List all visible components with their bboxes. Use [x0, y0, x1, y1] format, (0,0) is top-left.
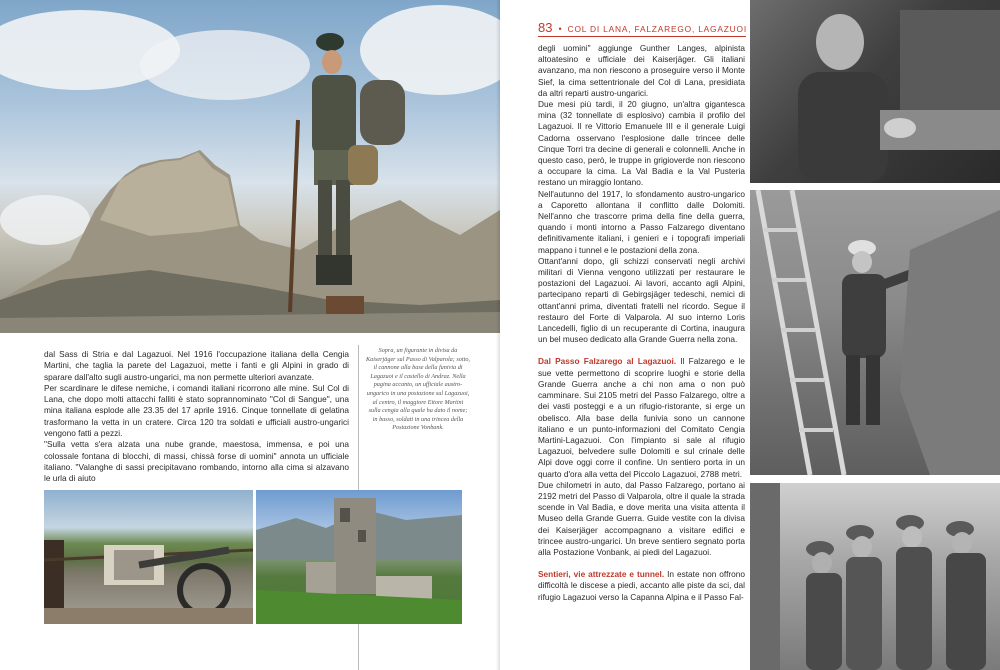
section-text: In estate non offrono difficoltà le discese a piedi, accanto alle piste da sci, dal rifugio Lagazuoi verso la Capanna Alpina e il Passo Fal- — [538, 569, 745, 602]
body-paragraph: Ottant'anni dopo, gli schizzi conservati negli archivi militari di Vienna vengono utilizzati per restaurare le postazioni del Lagazuoi. Ai lavori, accanto agli Alpini, partecipano reparti di Gebirgsjäger tedeschi, nemici di ottant'anni prima, diventati fratelli nel ricordo. Segue il restauro del Forte di Valparola. Al suo interno Loris Lancedelli, figlio di un recuperante di Cortina, inaugura un bel museo dedicato alla Grande Guerra nella zona. — [538, 255, 745, 345]
photo-soldier-reenactor — [0, 0, 500, 333]
body-paragraph: degli uomini" aggiunge Gunther Langes, alpinista altoatesino e ufficiale dei Kaiserjäger. Gli italiani avanzano, ma non riescono a proseguire verso il Monte Sief, la cima settentrionale del Col di Lana, presidiata da altri reparti austro-ungarici. — [538, 43, 745, 98]
photo-cannon — [44, 490, 253, 624]
body-paragraph: "Sulla vetta s'era alzata una nube grande, maestosa, immensa, e poi una colossale fontana di blocchi, di massi, chissà forse di uomini" annota un ufficiale italiano. "Valanghe di sassi precipitavano rombando, intorno alla cima si alzavano le urla di aiuto — [44, 439, 349, 484]
photo-major-on-ladder — [750, 190, 1000, 475]
right-page — [500, 0, 1000, 670]
photo-caption: Sopra, un figurante in divisa da Kaiserjäger sul Passo di Valparola; sotto, il cannone alla base della funivia di Lagazuoi e il castello di Andraz. Nella pagina accanto, un ufficiale austro-ungarico in una postazione sul Lagazuoi, al centro, il maggiore Ettore Martini sulla cengia alla quale ha dato il nome; in basso, soldati in una trincea della Postazione Vonbank. — [366, 347, 470, 432]
header-bullet: • — [558, 24, 562, 34]
body-paragraph: dal Sass di Stria e dal Lagazuoi. Nel 1916 l'occupazione italiana della Cengia Martini, che taglia la parete del Lagazuoi, mette i fanti e gli Alpini in grado di sparare dall'alto sugli austro-ungarici, ma non permette ulteriori avanzate. — [44, 349, 349, 382]
body-paragraph: Due chilometri in auto, dal Passo Falzarego, portano ai 2192 metri del Passo di Valparola, oltre il quale la strada scende in Val Badia, e dove merita una visita attenta il Museo della Grande Guerra. Guide vestite con la divisa dei Kaiserjäger accompagnano a visitare edifici e trincee austro-ungarici. Un breve sentiero segnato porta alla Postazione Vonbank, ai piedi del Lagazuoi. — [538, 479, 745, 557]
page-number: 83 — [538, 20, 553, 35]
section-title: Dal Passo Falzarego al Lagazuoi. — [538, 356, 677, 367]
photo-soldiers-trench — [750, 483, 1000, 670]
section-paragraph — [538, 569, 745, 603]
left-body-text — [44, 349, 349, 485]
right-body-text — [538, 43, 745, 603]
mountain-landscape — [0, 0, 500, 333]
section-text: Il Falzarego e le sue vette permettono di scoprire luoghi e storie della Grande Guerra anche a chi non ama o non può camminare. Sui 2105 metri del Passo Falzarego, oltre a dei vasti posteggi e a un rifugio-ristorante, si erge un obelisco. Alla base della funivia sono un cannone italiano e un punto-informazioni del Comitato Cengia Martini-Lagazuoi. Con l'impianto si sale al rifugio Lagazuoi, belvedere sulle Dolomiti e sul crinale delle Alpi dove oggi corre il confine. Un sentiero porta in un quarto d'ora alla vetta del Piccolo Lagazuoi, 2788 metri. — [538, 356, 745, 479]
photo-castle-andraz — [256, 490, 462, 624]
running-header — [538, 20, 747, 35]
photo-officer-at-desk — [750, 0, 1000, 183]
section-title: Sentieri, vie attrezzate e tunnel. — [538, 569, 665, 580]
body-paragraph: Due mesi più tardi, il 20 giugno, un'altra gigantesca mina (32 tonnellate di esplosivo) cambia il profilo del Lagazuoi. Il re Vittorio Emanuele III e il generale Luigi Cadorna osservano l'esplosione dalle trincee delle Cinque Torri tra decine di generali e colonnelli. Anche in questo caso, però, le truppe in grigioverde non riescono a occupare la cima. La Val Badia e la Val Pusteria restano un miraggio lontano. — [538, 99, 745, 188]
running-head-title: COL DI LANA, FALZAREGO, LAGAZUOI — [567, 24, 747, 34]
body-paragraph: Per scardinare le difese nemiche, i comandi italiani ricorrono alle mine. Sul Col di Lana, che dopo molti attacchi falliti è stato soprannominato "Col di Sangue", una mina italiana esplode alle 23.35 del 17 aprile 1916. Cinque tonnellate di gelatina trasformano la vetta in un cratere. Circa 120 tra soldati e ufficiali austro-ungarici vengono fatti a pezzi. — [44, 382, 349, 439]
body-paragraph: Nell'autunno del 1917, lo sfondamento austro-ungarico a Caporetto allontana il conflitto dalle Dolomiti. Nell'anno che trascorre prima della fine della guerra, quando i monti intorno a Passo Falzarego diventano definitivamente italiani, i genieri e i topografi imperiali mappano i tunnel e le postazioni della zona. — [538, 188, 745, 255]
section-paragraph — [538, 356, 745, 479]
header-rule — [538, 36, 746, 37]
